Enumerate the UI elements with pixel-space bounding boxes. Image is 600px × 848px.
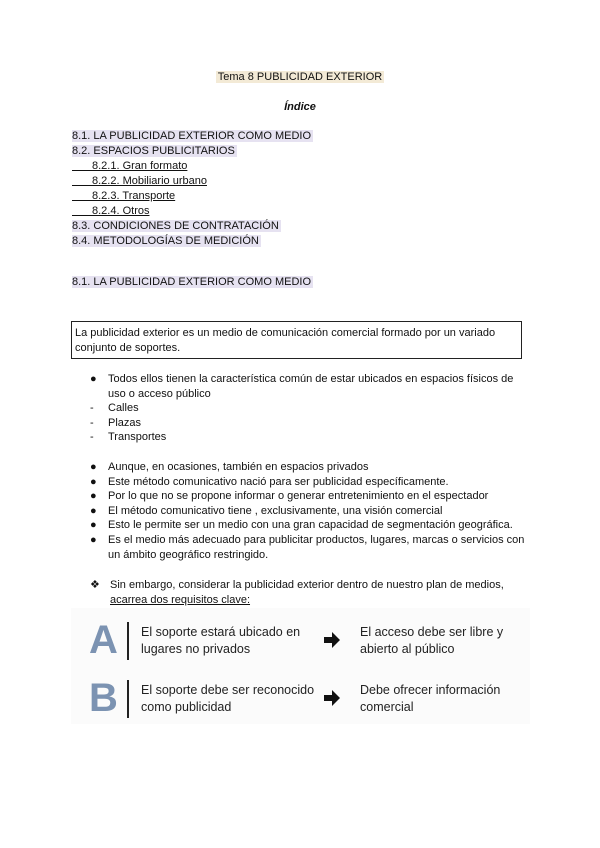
requirement-row: [71, 674, 530, 724]
toc-subitem[interactable]: 8.2.2. Mobiliario urbano: [72, 174, 532, 189]
list-item: - Plazas: [90, 416, 142, 429]
divider: [127, 680, 129, 718]
list-item: ● Aunque, en ocasiones, también en espacios privados: [90, 461, 369, 473]
toc-subitem[interactable]: 8.2.3. Transporte: [72, 189, 532, 204]
diamond-bullet-icon: ❖: [90, 579, 100, 591]
definition-box: La publicidad exterior es un medio de comunicación comercial formado por un variado conjunto de soportes.: [71, 321, 522, 359]
list-item: ● El método comunicativo tiene , exclusivamente, una visión comercial: [90, 504, 443, 517]
bullet-list-locations: [90, 372, 530, 445]
arrow-right-icon: [322, 688, 342, 708]
requirement-letter: A: [89, 618, 118, 662]
requirements-graphic: [71, 608, 530, 724]
toc-subitem[interactable]: 8.2.4. Otros: [72, 204, 532, 219]
list-item: ● Esto le permite ser un medio con una gran capacidad de segmentación geográfica.: [90, 519, 513, 532]
index-heading: Índice: [284, 101, 316, 113]
requirement-row: [71, 616, 530, 666]
list-item: - Transportes: [90, 431, 167, 444]
table-of-contents: [72, 129, 532, 249]
requirement-result: Debe ofrecer información comercial: [360, 683, 501, 714]
list-item: - Calles: [90, 402, 139, 415]
requirement-letter: B: [89, 676, 118, 720]
list-item: ● Por lo que no se propone informar o generar entretenimiento en el espectador: [90, 490, 489, 503]
document-title: [0, 71, 600, 83]
toc-subitem[interactable]: 8.2.1. Gran formato: [72, 159, 532, 174]
document-title-text: Tema 8 PUBLICIDAD EXTERIOR: [217, 71, 383, 83]
bullet-list-features: [90, 460, 530, 562]
divider: [127, 622, 129, 660]
toc-item[interactable]: 8.4. METODOLOGÍAS DE MEDICIÓN: [72, 235, 259, 247]
requirement-result: El acceso debe ser libre y abierto al público: [360, 625, 504, 656]
requirement-condition: El soporte debe ser reconocido como publicidad: [141, 683, 315, 714]
arrow-right-icon: [322, 630, 342, 650]
toc-item[interactable]: 8.1. LA PUBLICIDAD EXTERIOR COMO MEDIO: [72, 130, 311, 142]
list-item: ● Es el medio más adecuado para publicitar productos, lugares, marcas o servicios con un ámbito geográfico restringido.: [90, 533, 525, 561]
requirement-condition: El soporte estará ubicado en lugares no privados: [141, 625, 301, 656]
section-heading: 8.1. LA PUBLICIDAD EXTERIOR COMO MEDIO: [72, 276, 311, 288]
list-item: ● Todos ellos tienen la característica común de estar ubicados en espacios físicos de uso o acceso público: [90, 373, 514, 400]
requirements-note: ❖ Sin embargo, considerar la publicidad exterior dentro de nuestro plan de medios, acarrea dos requisitos clave:: [90, 579, 504, 606]
list-item: ● Este método comunicativo nació para ser publicidad específicamente.: [90, 475, 449, 488]
toc-item[interactable]: 8.3. CONDICIONES DE CONTRATACIÓN: [72, 220, 279, 232]
toc-item[interactable]: 8.2. ESPACIOS PUBLICITARIOS: [72, 145, 235, 157]
